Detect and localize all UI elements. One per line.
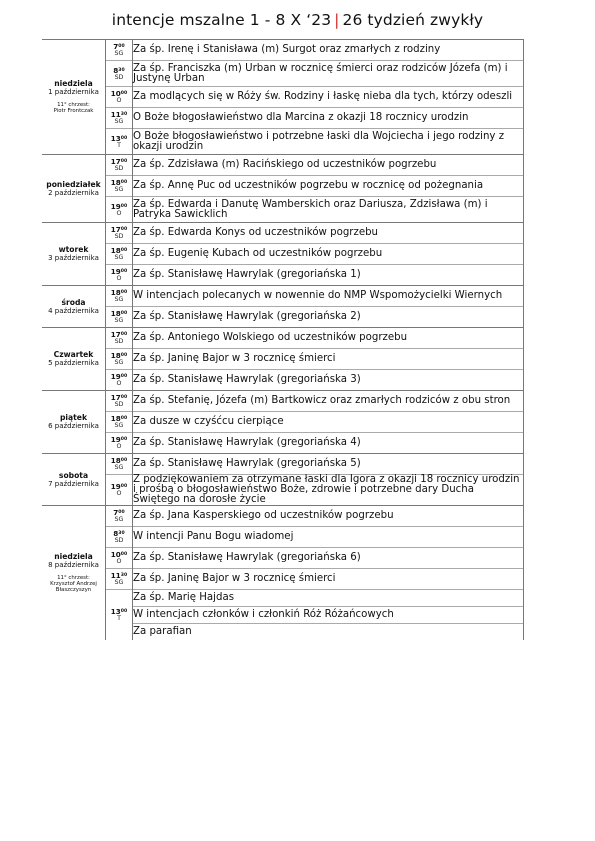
mass-hour-value: 19 — [110, 372, 121, 381]
mass-location-code: SD — [114, 338, 124, 345]
mass-hour — [106, 436, 132, 443]
mass-minutes: 00 — [120, 269, 128, 274]
mass-row — [42, 349, 524, 370]
mass-time-cell — [106, 129, 133, 155]
mass-row — [42, 506, 524, 527]
day-date: 7 października — [48, 479, 99, 488]
mass-hour — [106, 158, 132, 165]
mass-time-cell — [106, 197, 133, 223]
mass-time-cell — [106, 569, 133, 590]
mass-location-code: SD — [114, 537, 124, 544]
mass-time-cell — [106, 87, 133, 108]
mass-hour — [106, 530, 132, 537]
mass-minutes: 30 — [120, 112, 128, 117]
mass-location-code: O — [116, 209, 122, 217]
mass-hour — [106, 394, 132, 401]
mass-schedule-table — [42, 39, 524, 640]
mass-hour-value: 19 — [110, 267, 121, 276]
mass-row — [42, 454, 524, 475]
mass-time-cell — [106, 548, 133, 569]
mass-row — [42, 569, 524, 590]
mass-hour-value: 17 — [110, 330, 121, 339]
mass-hour — [106, 572, 132, 579]
mass-location-code: SD — [114, 233, 124, 240]
mass-row — [42, 307, 524, 328]
mass-time-cell — [106, 244, 133, 265]
mass-intention: O Boże błogosławieństwo i potrzebne łaski dla Wojciecha i jego rodziny z okazji urodzin — [133, 129, 524, 155]
mass-time-cell — [106, 155, 133, 176]
mass-location-code: O — [116, 275, 122, 282]
mass-minutes: 00 — [120, 395, 128, 400]
mass-location-code: SG — [114, 464, 124, 471]
mass-intention: Za śp. Stanisławę Hawrylak (gregoriańska 3) — [133, 370, 524, 391]
mass-hour — [106, 310, 132, 317]
day-date: 3 października — [48, 254, 99, 262]
mass-hour — [106, 203, 132, 210]
mass-minutes: 00 — [120, 180, 128, 185]
mass-intention: Za śp. Janinę Bajor w 3 rocznicę śmierci — [133, 349, 524, 370]
mass-row — [42, 328, 524, 349]
mass-hour-value: 18 — [110, 246, 121, 255]
mass-hour — [106, 509, 132, 516]
day-name: niedziela — [54, 79, 93, 88]
mass-location-code: SG — [114, 422, 124, 429]
mass-row — [42, 286, 524, 307]
mass-row — [42, 197, 524, 223]
mass-time-cell — [106, 349, 133, 370]
mass-minutes: 30 — [120, 573, 128, 578]
mass-time-cell — [106, 370, 133, 391]
mass-hour-value: 7 — [113, 42, 119, 51]
mass-hour — [106, 247, 132, 254]
mass-location-code: T — [117, 141, 121, 149]
mass-intention: Za śp. Franciszka (m) Urban w rocznicę śmierci oraz rodziców Józefa (m) i Justynę Urban — [133, 61, 524, 87]
mass-hour-value: 13 — [110, 133, 121, 143]
baptism-time: 11° — [57, 575, 67, 581]
mass-minutes: 00 — [120, 290, 128, 295]
mass-hour-value: 8 — [113, 65, 119, 75]
mass-location-code: SG — [114, 118, 124, 125]
baptism-note — [42, 575, 105, 593]
mass-row — [42, 391, 524, 412]
mass-minutes: 00 — [120, 484, 128, 489]
mass-row — [42, 244, 524, 265]
mass-time-cell — [106, 391, 133, 412]
mass-location-code: O — [116, 558, 122, 565]
mass-hour-value: 18 — [110, 178, 121, 187]
day-name: wtorek — [58, 245, 89, 254]
mass-hour-value: 7 — [113, 508, 119, 517]
mass-intention: Za parafian — [133, 624, 524, 641]
mass-intention: Za śp. Stefanię, Józefa (m) Bartkowicz oraz zmarłych rodziców z obu stron — [133, 391, 524, 412]
mass-hour-value: 18 — [110, 288, 121, 297]
mass-minutes: 00 — [120, 248, 128, 253]
mass-location-code: SG — [114, 579, 124, 586]
mass-location-code: O — [116, 443, 122, 450]
mass-intention: Za śp. Marię Hajdas — [133, 590, 524, 607]
mass-intention: Za śp. Zdzisława (m) Racińskiego od uczestników pogrzebu — [133, 155, 524, 176]
day-cell — [42, 155, 106, 223]
mass-hour — [106, 373, 132, 380]
mass-hour-value: 10 — [110, 89, 121, 98]
mass-minutes: 00 — [120, 552, 128, 557]
mass-row — [42, 370, 524, 391]
mass-intention: W intencjach polecanych w nowennie do NMP Wspomożycielki Wiernych — [133, 286, 524, 307]
mass-hour-value: 18 — [110, 414, 121, 423]
page-title — [0, 11, 595, 29]
mass-location-code: T — [117, 615, 121, 622]
day-cell — [42, 40, 106, 155]
mass-time-cell — [106, 108, 133, 129]
mass-row — [42, 475, 524, 506]
mass-intention: Za śp. Stanisławę Hawrylak (gregoriańska 1) — [133, 265, 524, 286]
mass-minutes: 00 — [118, 44, 125, 49]
mass-hour-value: 19 — [110, 482, 121, 491]
mass-hour-value: 10 — [110, 550, 121, 559]
mass-hour-value: 13 — [110, 607, 121, 616]
mass-location-code: SG — [114, 359, 124, 366]
baptism-time: 11° — [57, 102, 67, 108]
mass-intention: W intencji Panu Bogu wiadomej — [133, 527, 524, 548]
mass-hour-value: 19 — [110, 201, 121, 211]
mass-hour — [106, 179, 132, 186]
mass-row — [42, 265, 524, 286]
mass-schedule-body — [42, 40, 524, 641]
mass-time-cell — [106, 223, 133, 244]
mass-intention: Za śp. Stanisławę Hawrylak (gregoriańska 5) — [133, 454, 524, 475]
mass-hour — [106, 226, 132, 233]
title-week: 26 tydzień zwykły — [342, 11, 484, 29]
mass-minutes: 00 — [120, 91, 128, 96]
mass-minutes: 00 — [120, 203, 128, 209]
baptism-label: chrzest: — [68, 575, 90, 581]
mass-intention: Za śp. Edwarda Konys od uczestników pogrzebu — [133, 223, 524, 244]
mass-minutes: 00 — [120, 311, 128, 316]
mass-row — [42, 548, 524, 569]
mass-hour — [106, 268, 132, 275]
mass-row — [42, 176, 524, 197]
day-cell — [42, 454, 106, 506]
mass-minutes: 00 — [120, 159, 128, 164]
mass-hour — [106, 111, 132, 118]
mass-row — [42, 223, 524, 244]
mass-row — [42, 155, 524, 176]
mass-row — [42, 40, 524, 61]
day-name: niedziela — [54, 552, 93, 561]
mass-intention: Za śp. Eugenię Kubach od uczestników pogrzebu — [133, 244, 524, 265]
mass-hour — [106, 90, 132, 97]
mass-row — [42, 108, 524, 129]
mass-time-cell — [106, 590, 133, 641]
mass-hour-value: 19 — [110, 435, 121, 444]
mass-location-code: SG — [114, 296, 124, 303]
mass-time-cell — [106, 176, 133, 197]
mass-minutes: 00 — [120, 437, 128, 442]
mass-time-cell — [106, 433, 133, 454]
mass-time-cell — [106, 475, 133, 506]
day-cell — [42, 223, 106, 286]
mass-time-cell — [106, 454, 133, 475]
mass-row — [42, 590, 524, 607]
mass-hour-value: 18 — [110, 309, 121, 318]
mass-location-code: SD — [114, 165, 124, 172]
mass-intention: Za śp. Edwarda i Danutę Wamberskich oraz Dariusza, Zdzisława (m) i Patryka Sawicklich — [133, 197, 524, 223]
mass-hour — [106, 289, 132, 296]
mass-location-code: O — [116, 97, 122, 104]
mass-row — [42, 87, 524, 108]
baptism-person: Piotr Frontczak — [53, 108, 94, 114]
mass-row — [42, 129, 524, 155]
day-cell — [42, 391, 106, 454]
mass-intention: Za modlących się w Róży św. Rodziny i łaskę nieba dla tych, którzy odeszli — [133, 87, 524, 108]
mass-location-code: O — [116, 490, 122, 497]
mass-location-code: SG — [114, 186, 124, 193]
day-date: 4 października — [48, 306, 99, 315]
mass-intention: Za śp. Stanisławę Hawrylak (gregoriańska 6) — [133, 548, 524, 569]
mass-intention: Za śp. Stanisławę Hawrylak (gregoriańska 4) — [133, 433, 524, 454]
mass-row — [42, 433, 524, 454]
baptism-note — [42, 102, 105, 114]
mass-hour-value: 18 — [110, 456, 121, 465]
baptism-person: Krzysztof Andrzej Błaszczyszyn — [50, 581, 97, 593]
mass-intention: Za śp. Irenę i Stanisława (m) Surgot oraz zmarłych z rodziny — [133, 40, 524, 61]
baptism-label: chrzest: — [68, 102, 90, 108]
mass-hour-value: 11 — [110, 110, 121, 119]
mass-hour — [106, 415, 132, 422]
mass-intention: O Boże błogosławieństwo dla Marcina z okazji 18 rocznicy urodzin — [133, 108, 524, 129]
day-name: sobota — [58, 470, 89, 480]
mass-intention: Za śp. Annę Puc od uczestników pogrzebu w rocznicę od pożegnania — [133, 176, 524, 197]
day-cell — [42, 286, 106, 328]
mass-hour-value: 11 — [110, 571, 121, 580]
mass-intention: Za śp. Janinę Bajor w 3 rocznicę śmierci — [133, 569, 524, 590]
mass-location-code: SD — [114, 73, 124, 81]
mass-hour-value: 8 — [113, 529, 119, 538]
mass-hour-value: 17 — [110, 157, 121, 166]
mass-location-code: SG — [114, 317, 124, 324]
mass-minutes: 00 — [120, 416, 128, 421]
mass-hour — [106, 352, 132, 359]
mass-minutes: 30 — [118, 67, 125, 73]
mass-intention: Za śp. Stanisławę Hawrylak (gregoriańska 2) — [133, 307, 524, 328]
day-cell — [42, 328, 106, 391]
day-date: 1 października — [48, 88, 99, 96]
mass-time-cell — [106, 527, 133, 548]
mass-time-cell — [106, 412, 133, 433]
mass-minutes: 30 — [118, 531, 125, 536]
day-name: środa — [61, 297, 86, 307]
mass-minutes: 00 — [120, 458, 128, 463]
mass-row — [42, 412, 524, 433]
title-main: intencje mszalne 1 - 8 X ‘23 — [111, 11, 332, 29]
mass-time-cell — [106, 307, 133, 328]
mass-row — [42, 61, 524, 87]
mass-minutes: 00 — [118, 510, 125, 515]
mass-hour — [106, 43, 132, 50]
mass-location-code: O — [116, 380, 122, 387]
day-date: 5 października — [48, 359, 99, 367]
mass-intention: Za śp. Jana Kasperskiego od uczestników pogrzebu — [133, 506, 524, 527]
mass-hour — [106, 483, 132, 490]
mass-intention: Z podziękowaniem za otrzymane łaski dla Igora z okazji 18 rocznicy urodzin i prośbą o błogosławieństwo Boże, zdrowie i potrzebne dary Ducha Świętego na dorosłe życie — [133, 475, 524, 506]
mass-hour-value: 18 — [110, 351, 121, 360]
mass-time-cell — [106, 61, 133, 87]
mass-minutes: 00 — [120, 135, 128, 141]
day-date: 6 października — [48, 422, 99, 430]
mass-minutes: 00 — [120, 332, 128, 337]
mass-hour — [106, 551, 132, 558]
mass-hour — [106, 135, 132, 142]
day-date: 8 października — [48, 561, 99, 569]
title-separator: | — [334, 11, 340, 29]
mass-time-cell — [106, 286, 133, 307]
mass-intention: W intencjach członków i członkiń Róż Różańcowych — [133, 607, 524, 624]
mass-intention: Za śp. Antoniego Wolskiego od uczestników pogrzebu — [133, 328, 524, 349]
mass-minutes: 00 — [120, 353, 128, 358]
mass-hour-value: 17 — [110, 225, 121, 234]
mass-hour — [106, 608, 132, 615]
day-cell — [42, 506, 106, 641]
mass-location-code: SD — [114, 401, 124, 408]
mass-row — [42, 527, 524, 548]
mass-hour-value: 17 — [110, 393, 121, 402]
day-name: poniedziałek — [46, 179, 101, 189]
mass-time-cell — [106, 40, 133, 61]
mass-time-cell — [106, 265, 133, 286]
mass-minutes: 00 — [120, 227, 128, 232]
mass-time-cell — [106, 328, 133, 349]
mass-location-code: SG — [114, 50, 124, 57]
mass-time-cell — [106, 506, 133, 527]
mass-minutes: 00 — [120, 374, 128, 379]
day-name: piątek — [60, 413, 87, 422]
day-date: 2 października — [48, 188, 99, 197]
mass-hour — [106, 67, 132, 74]
mass-intention: Za dusze w czyśćcu cierpiące — [133, 412, 524, 433]
day-name: Czwartek — [53, 350, 94, 359]
mass-location-code: SG — [114, 254, 124, 261]
mass-minutes: 00 — [120, 609, 128, 614]
mass-hour — [106, 331, 132, 338]
mass-location-code: SG — [114, 516, 124, 523]
mass-hour — [106, 457, 132, 464]
